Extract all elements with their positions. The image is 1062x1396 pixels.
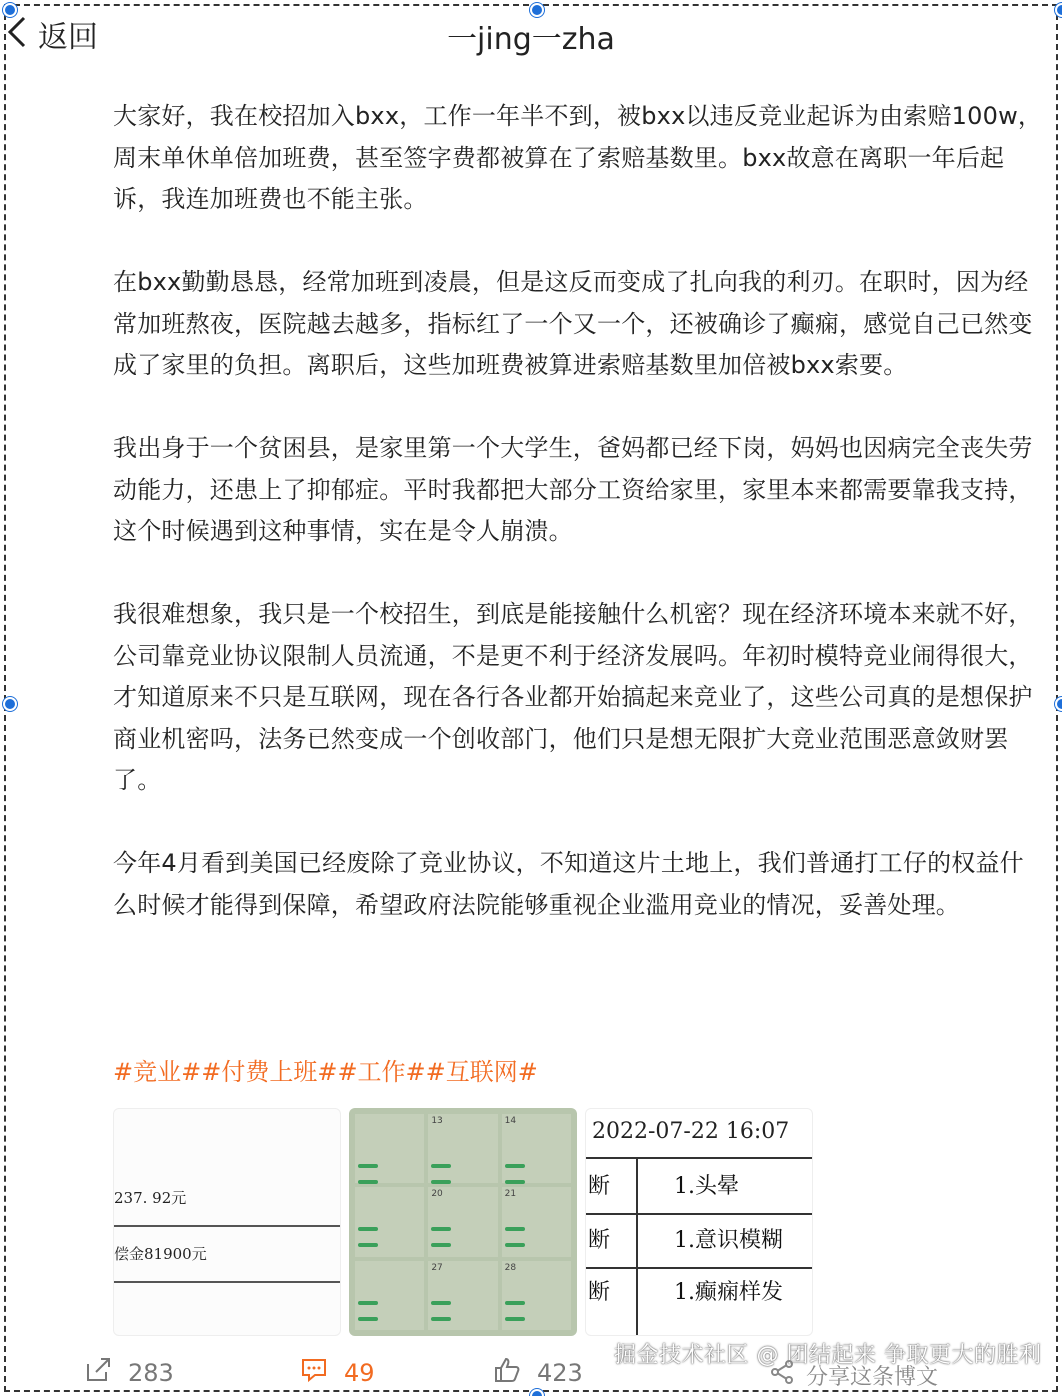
repost-count: 283 — [128, 1359, 174, 1387]
calendar-cell — [355, 1261, 424, 1330]
date-number: 13 — [431, 1116, 443, 1126]
back-label: 返回 — [38, 20, 98, 55]
record-label: 断 — [588, 1174, 611, 1199]
date-number: 14 — [504, 1116, 517, 1126]
record-value: 1.癫痫样发 — [674, 1280, 783, 1305]
top-bar — [0, 0, 1062, 68]
calendar-cell — [502, 1114, 571, 1183]
status-dot — [358, 1301, 378, 1305]
divider — [586, 1157, 813, 1159]
post-content — [113, 96, 1048, 968]
status-dot — [358, 1164, 378, 1168]
status-dot — [431, 1180, 451, 1184]
calendar-cell — [428, 1187, 497, 1256]
page-title: 一jing一zha — [447, 22, 615, 57]
date-number: 27 — [431, 1262, 443, 1273]
divider — [114, 1281, 341, 1283]
share-arrow-icon — [84, 1356, 112, 1390]
status-dot — [431, 1301, 451, 1305]
calendar-cell — [502, 1261, 571, 1330]
topic-link[interactable]: #竞业# — [113, 1058, 202, 1086]
status-dot — [431, 1317, 451, 1321]
topic-tags — [113, 1052, 538, 1087]
topic-link[interactable]: #工作# — [337, 1058, 426, 1086]
post-paragraph: 在bxx勤勤恳恳，经常加班到凌晨，但是这反而变成了扎向我的利刃。在职时，因为经常加班熬夜，医院越去越多，指标红了一个又一个，还被确诊了癫痫，感觉自己已然变成了家里的负担。离职后，这些加班费被算进索赔基数里加倍被bxx索要。 — [113, 268, 1033, 379]
calendar-cell — [355, 1187, 424, 1256]
doc-line: 237. 92元 — [114, 1189, 187, 1207]
date-number: 21 — [504, 1189, 517, 1200]
status-dot — [505, 1301, 525, 1305]
status-dot — [358, 1180, 378, 1184]
doc-line: 偿金81900元 — [114, 1245, 207, 1263]
status-dot — [505, 1317, 525, 1321]
status-dot — [431, 1164, 451, 1168]
comment-button[interactable] — [300, 1356, 375, 1390]
calendar-grid — [349, 1108, 577, 1336]
status-dot — [431, 1243, 451, 1247]
image-thumbnail-medical-record[interactable] — [585, 1108, 813, 1336]
action-bar — [0, 1350, 1062, 1394]
status-dot — [505, 1180, 525, 1184]
topic-link[interactable]: #互联网# — [425, 1058, 538, 1086]
like-count: 423 — [537, 1359, 583, 1387]
record-label: 断 — [588, 1280, 611, 1305]
share-post-button[interactable] — [768, 1358, 938, 1392]
comment-count: 49 — [344, 1359, 375, 1387]
post-paragraph: 我出身于一个贫困县，是家里第一个大学生，爸妈都已经下岗，妈妈也因病完全丧失劳动能力，还患上了抑郁症。平时我都把大部分工资给家里，家里本来都需要靠我支持，这个时候遇到这种事情，实在是令人崩溃。 — [113, 434, 1033, 545]
record-value: 1.意识模糊 — [674, 1228, 783, 1253]
share-label: 分享这条博文 — [806, 1364, 939, 1390]
watermark: 掘金技术社区 @ 团结起来 争取更大的胜利 — [614, 1343, 1042, 1368]
image-thumbnail-calendar[interactable] — [349, 1108, 577, 1336]
calendar-cell — [502, 1187, 571, 1256]
thumbs-up-icon — [493, 1356, 521, 1390]
calendar-cell — [428, 1114, 497, 1183]
resize-handle-middle-right[interactable] — [1055, 697, 1062, 711]
image-gallery — [113, 1108, 813, 1336]
status-dot — [431, 1227, 451, 1231]
date-number: 28 — [504, 1262, 517, 1273]
status-dot — [505, 1243, 525, 1247]
divider — [636, 1157, 638, 1336]
image-thumbnail-document[interactable] — [113, 1108, 341, 1336]
comment-icon — [300, 1356, 328, 1390]
date-number: 20 — [431, 1189, 443, 1200]
like-button[interactable] — [493, 1356, 583, 1390]
post-paragraph: 大家好，我在校招加入bxx，工作一年半不到，被bxx以违反竞业起诉为由索赔100w，周末单休单倍加班费，甚至签字费都被算在了索赔基数里。bxx故意在离职一年后起诉，我连加班费也不能主张。 — [113, 102, 1043, 213]
status-dot — [358, 1227, 378, 1231]
post-paragraph: 我很难想象，我只是一个校招生，到底是能接触什么机密？现在经济环境本来就不好，公司靠竞业协议限制人员流通，不是更不利于经济发展吗。年初时模特竞业闹得很大，才知道原来不只是互联网，现在各行各业都开始搞起来竞业了，这些公司真的是想保护商业机密吗，法务已然变成一个创收部门，他们只是想无限扩大竞业范围恶意敛财罢了。 — [113, 600, 1033, 794]
status-dot — [505, 1227, 525, 1231]
divider — [586, 1267, 813, 1269]
calendar-cell — [428, 1261, 497, 1330]
record-value: 1.头晕 — [674, 1174, 739, 1199]
calendar-cell — [355, 1114, 424, 1183]
share-nodes-icon — [768, 1358, 796, 1392]
topic-link[interactable]: #付费上班# — [201, 1058, 338, 1086]
divider — [114, 1225, 341, 1227]
repost-button[interactable] — [84, 1356, 174, 1390]
record-label: 断 — [588, 1228, 611, 1253]
resize-handle-middle-left[interactable] — [3, 697, 17, 711]
status-dot — [505, 1164, 525, 1168]
divider — [586, 1213, 813, 1215]
status-dot — [358, 1243, 378, 1247]
post-paragraph: 今年4月看到美国已经废除了竞业协议，不知道这片土地上，我们普通打工仔的权益什么时候才能得到保障，希望政府法院能够重视企业滥用竞业的情况，妥善处理。 — [113, 849, 1024, 919]
record-timestamp: 2022-07-22 16:07 — [592, 1119, 790, 1144]
status-dot — [358, 1317, 378, 1321]
